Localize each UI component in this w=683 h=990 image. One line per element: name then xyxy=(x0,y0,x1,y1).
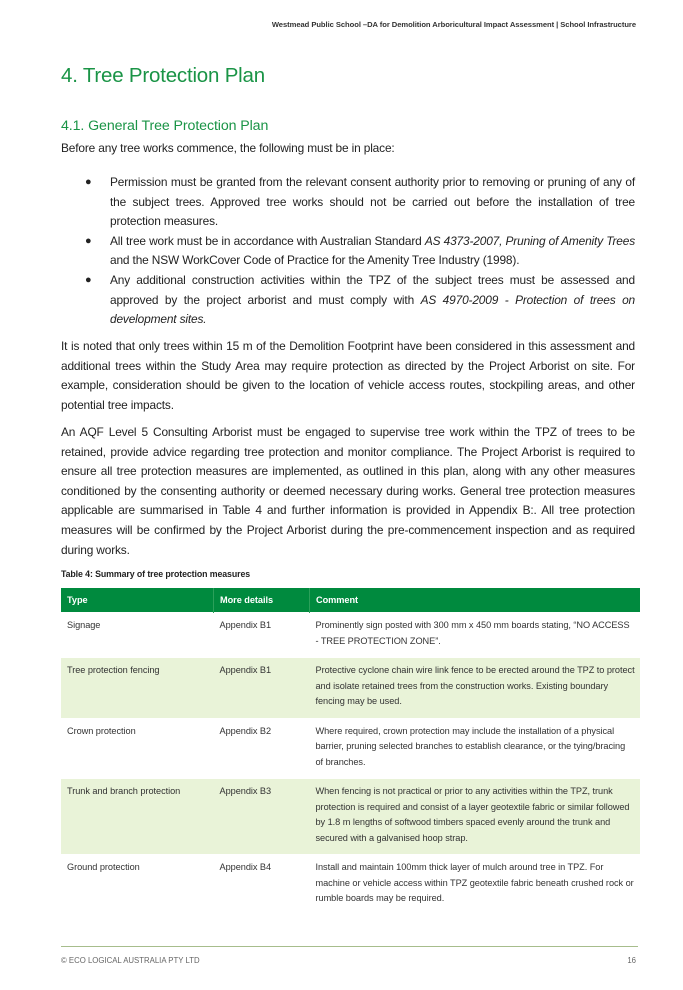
cell-comment: Install and maintain 100mm thick layer of mulch around tree in TPZ. For machine or vehicle access within TPZ geotextile fabric beneath crushed rock or rumble boards may be required. xyxy=(315,862,634,903)
column-header-comment: Comment xyxy=(310,588,641,613)
cell-comment: Where required, crown protection may include the installation of a physical barrier, pruning selected branches to establish clearance, or the tying/bracing of branches. xyxy=(315,725,626,767)
list-item-text: All tree work must be in accordance with Australian Standard xyxy=(110,233,425,248)
table-header-row xyxy=(61,588,640,613)
bullet-icon: ● xyxy=(85,234,92,247)
table-row xyxy=(61,718,640,779)
standard-reference: AS 4373-2007, Pruning of Amenity Trees xyxy=(424,233,635,248)
list-item-text: Permission must be granted from the relevant consent authority prior to removing or pruning of any of the subject trees. Approved tree works should not be carried out before the installation of tree protection measures. xyxy=(110,175,635,229)
paragraph-scope: It is noted that only trees within 15 m of the Demolition Footprint have been considered in this assessment and additional trees within the Study Area may require protection as directed by the Project Arborist on site. For example, consideration should be given to the location of vehicle access routes, stockpiling areas, and other potential tree impacts. xyxy=(61,339,635,412)
bullet-icon: ● xyxy=(85,176,92,188)
cell-details: Appendix B2 xyxy=(219,725,272,736)
cell-type: Ground protection xyxy=(67,862,140,872)
column-header-details: More details xyxy=(214,588,310,613)
cell-comment: Protective cyclone chain wire link fence to be erected around the TPZ to protect and isolate retained trees from the construction works. Existing boundary fencing may be used. xyxy=(310,658,641,719)
cell-comment: When fencing is not practical or prior to any activities within the TPZ, trunk protection is required and consist of a layer geotextile fabric or similar followed by 1.8 m lengths of softwood timbers spaced evenly around the trunk and secured with a galvanised hoop strap. xyxy=(310,779,641,855)
table-row xyxy=(61,658,640,719)
footer-copyright: © ECO LOGICAL AUSTRALIA PTY LTD xyxy=(61,956,200,965)
standard-reference: AS 4970-2009 - Protection of trees on development sites. xyxy=(110,292,635,327)
subsection-heading: 4.1. General Tree Protection Plan xyxy=(61,118,269,134)
table-caption: Table 4: Summary of tree protection measures xyxy=(61,569,251,579)
table-row xyxy=(61,779,640,855)
cell-details: Appendix B3 xyxy=(214,779,310,855)
cell-type: Signage xyxy=(67,620,101,630)
table-row xyxy=(61,855,640,916)
list-item xyxy=(61,232,635,271)
cell-comment: Prominently sign posted with 300 mm x 450 mm boards stating, “NO ACCESS - TREE PROTECTION ZONE”. xyxy=(315,620,630,646)
bullet-icon: ● xyxy=(85,273,92,286)
section-heading: 4. Tree Protection Plan xyxy=(61,64,265,87)
list-item xyxy=(61,173,635,232)
cell-type: Trunk and branch protection xyxy=(61,779,214,855)
cell-type: Crown protection xyxy=(67,725,136,736)
cell-type: Tree protection fencing xyxy=(61,658,214,719)
intro-text: Before any tree works commence, the following must be in place: xyxy=(61,141,395,155)
cell-details: Appendix B1 xyxy=(219,620,272,630)
cell-details: Appendix B4 xyxy=(219,862,272,872)
list-item-text: Any additional construction activities within the TPZ of the subject trees must be assessed and approved by the project arborist and must comply with xyxy=(110,272,635,307)
footer-divider xyxy=(61,946,638,947)
paragraph-arborist: An AQF Level 5 Consulting Arborist must be engaged to supervise tree work within the TPZ of trees to be retained, provide advice regarding tree protection and monitor compliance. The Project Arborist is required to ensure all tree protection measures are implemented, as outlined in this plan, along with any other measures conditioned by the consenting authority or deemed necessary during works. General tree protection measures applicable are summarised in Table 4 and further information is provided in Appendix B:. All tree protection measures will be confirmed by the Project Arborist during the pre-commencement inspection and as required during works. xyxy=(61,425,635,557)
cell-details: Appendix B1 xyxy=(214,658,310,719)
table-row xyxy=(61,613,640,658)
tree-protection-table xyxy=(61,588,640,916)
column-header-type: Type xyxy=(61,588,214,613)
requirements-list xyxy=(61,173,635,330)
list-item xyxy=(61,271,635,330)
list-item-text: and the NSW WorkCover Code of Practice for the Amenity Tree Industry (1998). xyxy=(110,253,520,268)
running-header: Westmead Public School –DA for Demolition Arboricultural Impact Assessment | School Infrastructure xyxy=(271,20,636,29)
page-number: 16 xyxy=(627,956,636,965)
